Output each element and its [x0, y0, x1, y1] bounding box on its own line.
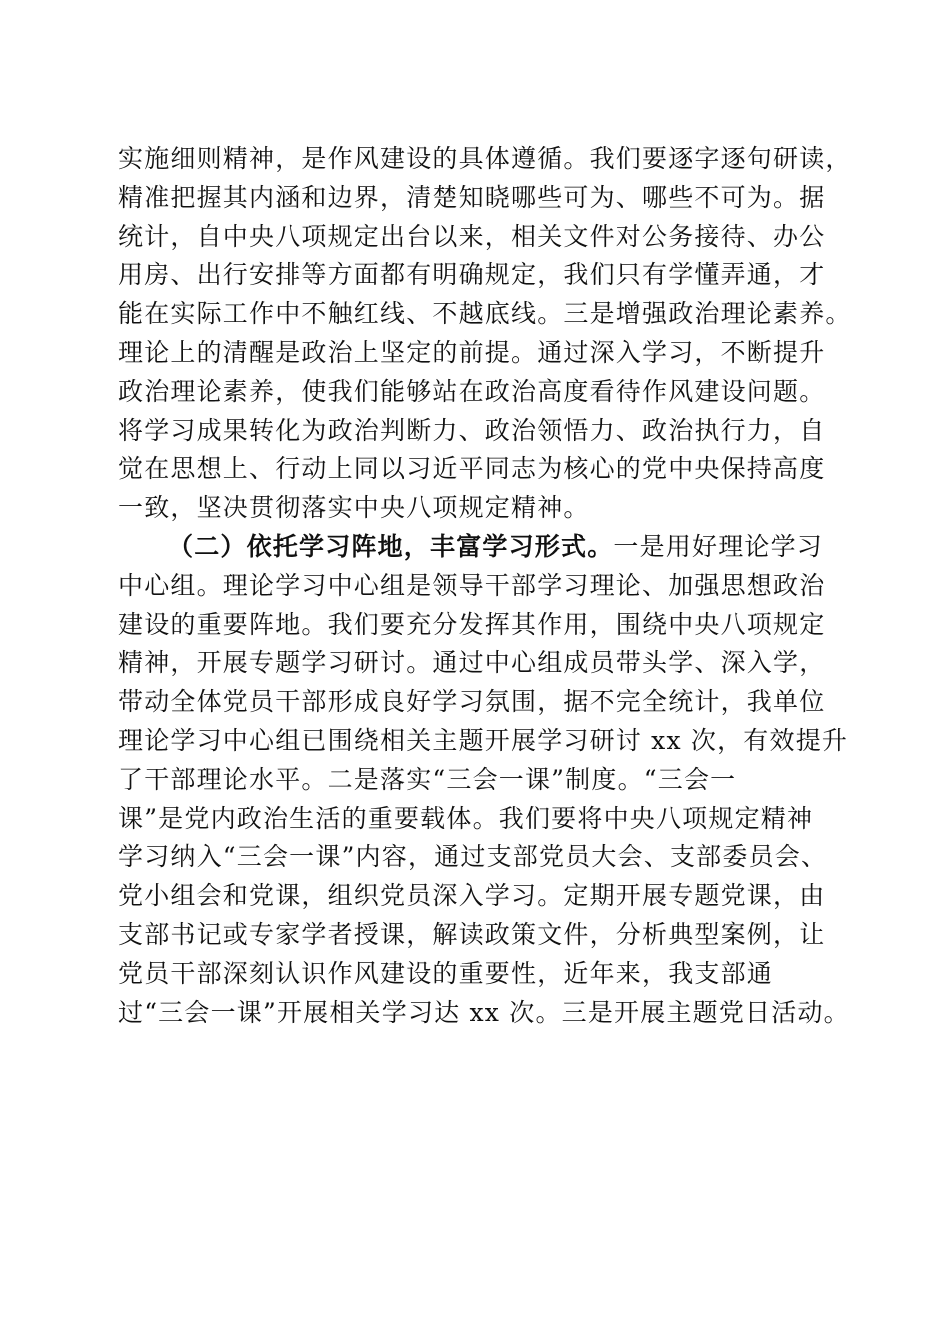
text-line: 支部书记或专家学者授课，解读政策文件，分析典型案例，让 — [118, 919, 826, 949]
section-heading: （二）依托学习阵地，丰富学习形式。 — [168, 531, 614, 561]
text-line: 一致，坚决贯彻落实中央八项规定精神。 — [118, 493, 590, 523]
text-line: 精准把握其内涵和边界，清楚知晓哪些可为、哪些不可为。据 — [118, 182, 826, 212]
text-line: 用房、出行安排等方面都有明确规定，我们只有学懂弄通，才 — [118, 260, 826, 290]
text-line: 理论上的清醒是政治上坚定的前提。通过深入学习，不断提升 — [118, 337, 826, 367]
paragraph-1 — [118, 140, 852, 528]
text-line: 了干部理论水平。二是落实“三会一课”制度。“三会一 — [118, 764, 737, 794]
text-line: 学习纳入“三会一课”内容，通过支部党员大会、支部委员会、 — [118, 842, 828, 872]
text-line: 建设的重要阵地。我们要充分发挥其作用，围绕中央八项规定 — [118, 609, 826, 639]
text-line: 理论学习中心组已围绕相关主题开展学习研讨 xx 次，有效提升 — [118, 725, 849, 755]
text-line: 觉在思想上、行动上同以习近平同志为核心的党中央保持高度 — [118, 454, 826, 484]
text-line: 精神，开展专题学习研讨。通过中心组成员带头学、深入学， — [118, 648, 826, 678]
section-2-first-line — [118, 528, 838, 567]
text-line: 中心组。理论学习中心组是领导干部学习理论、加强思想政治 — [118, 570, 826, 600]
section-2 — [118, 528, 850, 1032]
text-line: 统计，自中央八项规定出台以来，相关文件对公务接待、办公 — [118, 221, 826, 251]
section-heading-continuation: 一是用好理论学习 — [613, 531, 824, 561]
text-line: 课”是党内政治生活的重要载体。我们要将中央八项规定精神 — [118, 803, 814, 833]
text-line: 带动全体党员干部形成良好学习氛围，据不完全统计，我单位 — [118, 687, 826, 717]
text-line: 政治理论素养，使我们能够站在政治高度看待作风建设问题。 — [118, 376, 826, 406]
text-line: 将学习成果转化为政治判断力、政治领悟力、政治执行力，自 — [118, 415, 826, 445]
text-line: 党小组会和党课，组织党员深入学习。定期开展专题党课，由 — [118, 881, 826, 911]
text-line: 过“三会一课”开展相关学习达 xx 次。三是开展主题党日活动。 — [118, 997, 850, 1027]
text-line: 党员干部深刻认识作风建设的重要性，近年来，我支部通 — [118, 958, 774, 988]
text-line: 实施细则精神，是作风建设的具体遵循。我们要逐字逐句研读， — [118, 144, 852, 173]
document-body — [118, 140, 852, 1032]
text-line: 能在实际工作中不触红线、不越底线。三是增强政治理论素养。 — [118, 299, 852, 329]
